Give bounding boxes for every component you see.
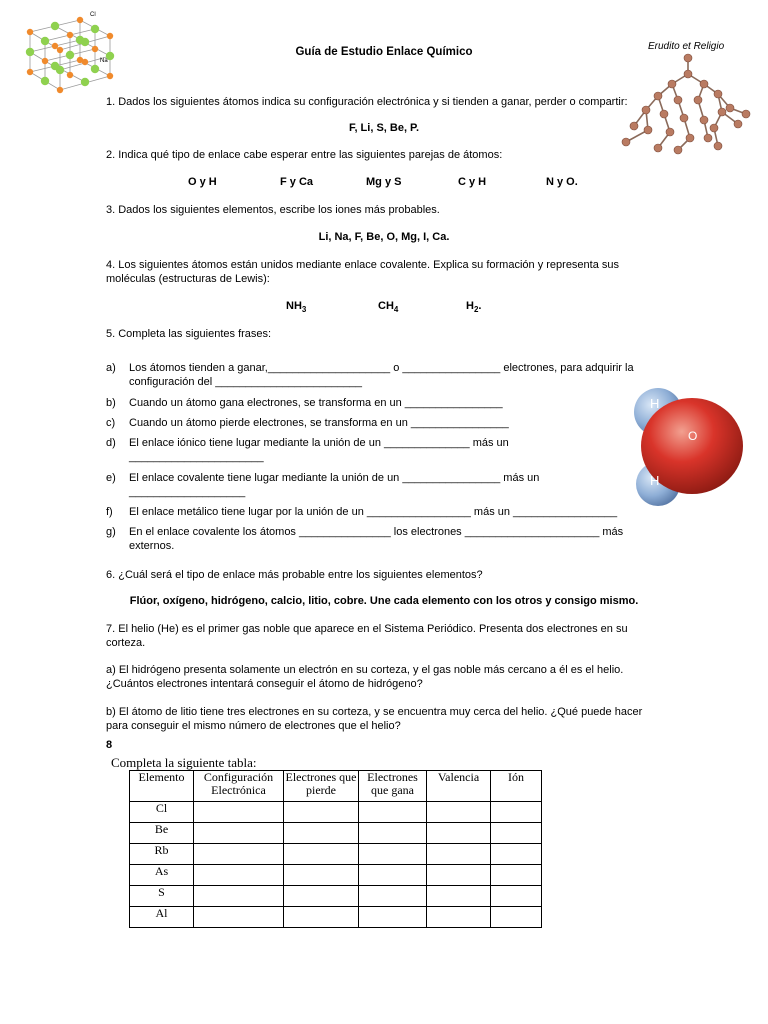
item-text: El enlace iónico tiene lugar mediante la unión de un ______________ más un ______________________ [129, 437, 509, 463]
answer-cell[interactable] [194, 907, 284, 928]
answer-cell[interactable] [194, 865, 284, 886]
item-label: a) [106, 362, 116, 374]
list-item [106, 416, 651, 430]
question-7-text: 7. El helio (He) es el primer gas noble que aparece en el Sistema Periódico. Presenta dos electrones en su corteza. [106, 623, 628, 649]
crystal-label-cl: Cl [90, 12, 96, 18]
answer-cell[interactable] [491, 802, 542, 823]
list-item [106, 436, 524, 464]
item-label: g) [106, 526, 116, 538]
school-motto: Erudito et Religio [648, 41, 725, 52]
pair-item: O y H [188, 176, 217, 188]
answer-cell[interactable] [427, 844, 491, 865]
crystal-label-na: Na [100, 58, 108, 64]
answer-cell[interactable] [491, 823, 542, 844]
item-text: El enlace metálico tiene lugar por la unión de un _________________ más un _________________ [129, 506, 618, 518]
question-6-text: 6. ¿Cuál será el tipo de enlace más probable entre los siguientes elementos? [106, 569, 483, 581]
table-header-row [130, 771, 542, 802]
sodium-atom [57, 87, 63, 93]
answer-cell[interactable] [284, 907, 359, 928]
element-cell: Cl [130, 802, 194, 823]
answer-cell[interactable] [491, 865, 542, 886]
answer-cell[interactable] [194, 844, 284, 865]
question-1-elements: F, Li, S, Be, P. [348, 122, 420, 134]
chlorine-atom [81, 78, 89, 86]
item-label: d) [106, 437, 116, 449]
answer-cell[interactable] [359, 802, 427, 823]
answer-cell[interactable] [359, 907, 427, 928]
answer-cell[interactable] [491, 844, 542, 865]
question-1-text: 1. Dados los siguientes átomos indica su configuración electrónica y si tienden a ganar, perder o compartir: [106, 96, 628, 108]
table-title: Completa la siguiente tabla: [111, 755, 257, 770]
pair-item: Mg y S [366, 176, 402, 188]
table-row [130, 823, 542, 844]
answer-cell[interactable] [427, 907, 491, 928]
atom-label-h: H [650, 473, 660, 488]
sodium-atom [27, 69, 33, 75]
sodium-atom [107, 33, 113, 39]
page-title: Guía de Estudio Enlace Químico [295, 46, 473, 58]
atom-label-h: H [650, 396, 660, 411]
answer-cell[interactable] [427, 865, 491, 886]
answer-cell[interactable] [284, 886, 359, 907]
column-header: Ión [491, 771, 542, 802]
question-5-text: 5. Completa las siguientes frases: [106, 328, 272, 340]
element-cell: S [130, 886, 194, 907]
item-text: En el enlace covalente los átomos _______________ los electrones ______________________ más externos. [129, 526, 624, 552]
list-item [106, 396, 651, 410]
answer-cell[interactable] [427, 886, 491, 907]
molecule-h2: $H_2$. [466, 300, 482, 315]
answer-cell[interactable] [284, 865, 359, 886]
pair-item: F y Ca [280, 176, 314, 188]
element-cell: Rb [130, 844, 194, 865]
answer-cell[interactable] [359, 865, 427, 886]
table-row [130, 802, 542, 823]
answer-cell[interactable] [427, 823, 491, 844]
question-4-text: 4. Los siguientes átomos están unidos mediante enlace covalente. Explica su formación y representa sus moléculas (estructuras de Lewis): [106, 259, 620, 285]
molecule-nh3: $NH_3$ [286, 300, 307, 315]
question-2-pairs [0, 176, 768, 190]
sodium-atom [67, 72, 73, 78]
column-header: Electrones que gana [359, 771, 427, 802]
answer-cell[interactable] [427, 802, 491, 823]
sodium-atom [67, 32, 73, 38]
element-table [129, 770, 542, 928]
sodium-atom [27, 29, 33, 35]
question-4-molecules [0, 300, 768, 316]
answer-cell[interactable] [491, 907, 542, 928]
column-header: Valencia [427, 771, 491, 802]
item-label: e) [106, 472, 116, 484]
answer-cell[interactable] [359, 886, 427, 907]
item-label: f) [106, 506, 113, 518]
answer-cell[interactable] [284, 802, 359, 823]
question-3-elements: Li, Na, F, Be, O, Mg, I, Ca. [318, 231, 450, 243]
element-cell: Be [130, 823, 194, 844]
answer-cell[interactable] [194, 802, 284, 823]
table-row [130, 865, 542, 886]
list-item [106, 361, 651, 389]
question-6-elements: Flúor, oxígeno, hidrógeno, calcio, litio, cobre. Une cada elemento con los otros y consigo mismo. [129, 595, 639, 607]
pair-item: N y O. [546, 176, 578, 188]
item-label: b) [106, 397, 116, 409]
sodium-atom [77, 17, 83, 23]
answer-cell[interactable] [284, 823, 359, 844]
atom-label-o: O [688, 429, 698, 443]
answer-cell[interactable] [284, 844, 359, 865]
list-item [106, 505, 651, 519]
item-text: Cuando un átomo pierde electrones, se transforma en un ________________ [129, 417, 509, 429]
chlorine-atom [41, 37, 49, 45]
question-8-number: 8 [106, 739, 113, 751]
sodium-atom [42, 58, 48, 64]
answer-cell[interactable] [359, 823, 427, 844]
element-cell: As [130, 865, 194, 886]
chlorine-atom [51, 22, 59, 30]
chlorine-atom [91, 65, 99, 73]
answer-cell[interactable] [491, 886, 542, 907]
table-row [130, 886, 542, 907]
question-7b-text: b) El átomo de litio tiene tres electrones en su corteza, y se encuentra muy cerca del helio. ¿Qué puede hacer para conseguir el mismo número de electrones que el helio? [106, 706, 643, 732]
question-2-text: 2. Indica qué tipo de enlace cabe esperar entre las siguientes parejas de átomos: [106, 149, 503, 161]
chlorine-atom [91, 25, 99, 33]
molecule-ch4: $CH_4$ [378, 300, 399, 315]
list-item [106, 525, 651, 553]
column-header: Elemento [130, 771, 194, 802]
column-header: Configuración Electrónica [194, 771, 284, 802]
item-text: Cuando un átomo gana electrones, se transforma en un ________________ [129, 397, 503, 409]
pair-item: C y H [458, 176, 487, 188]
item-text: El enlace covalente tiene lugar mediante la unión de un ________________ más un ___________________ [129, 472, 540, 498]
answer-cell[interactable] [194, 823, 284, 844]
answer-cell[interactable] [359, 844, 427, 865]
chlorine-atom [51, 62, 59, 70]
element-cell: Al [130, 907, 194, 928]
chlorine-atom [41, 77, 49, 85]
table-row [130, 844, 542, 865]
item-text: Los átomos tienden a ganar,____________________ o ________________ electrones, para adquirir la configuración del ________________________ [129, 362, 634, 388]
sodium-atom [107, 73, 113, 79]
question-3-text: 3. Dados los siguientes elementos, escribe los iones más probables. [106, 204, 440, 216]
column-header: Electrones que pierde [284, 771, 359, 802]
question-7a-text: a) El hidrógeno presenta solamente un electrón en su corteza, y el gas noble más cercano a él es el helio. ¿Cuántos electrones intentará conseguir el átomo de hidrógeno? [106, 664, 624, 690]
water-molecule-illustration [630, 388, 746, 506]
table-row [130, 907, 542, 928]
item-label: c) [106, 417, 116, 429]
answer-cell[interactable] [194, 886, 284, 907]
list-item [106, 471, 556, 499]
chlorine-atom [76, 36, 84, 44]
